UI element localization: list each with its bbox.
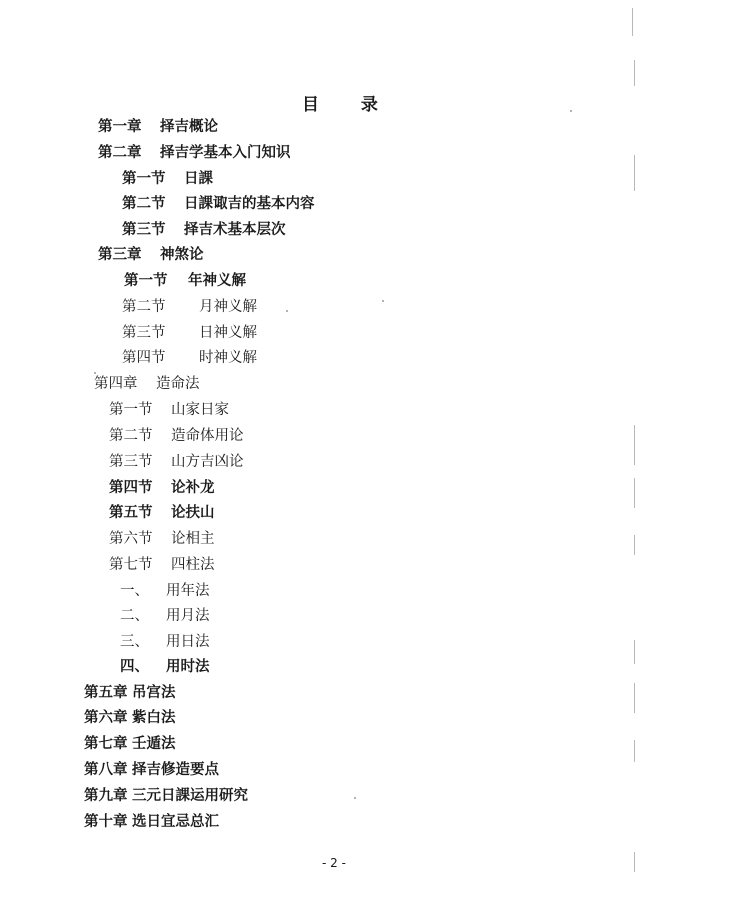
toc-entry — [98, 245, 204, 265]
toc-text: 用日法 — [166, 634, 210, 650]
toc-entry — [122, 323, 257, 343]
toc-number: 第五节 — [109, 505, 153, 521]
toc-number: 第七章 — [84, 736, 128, 752]
page-number: - 2 - — [322, 856, 346, 870]
toc-entry — [120, 657, 210, 677]
toc-number: 第九章 — [84, 788, 128, 804]
toc-number: 第四节 — [109, 480, 153, 496]
toc-entry — [122, 220, 286, 240]
toc-text: 壬遁法 — [132, 736, 176, 752]
toc-number: 三、 — [120, 634, 149, 650]
toc-text: 用时法 — [166, 659, 210, 675]
toc-text: 用年法 — [166, 583, 210, 599]
scan-speck — [94, 372, 96, 374]
toc-number: 第三节 — [109, 454, 153, 470]
toc-entry — [94, 374, 200, 394]
scan-edge-mark — [634, 60, 635, 86]
toc-number: 第七节 — [109, 557, 153, 573]
scan-edge-mark — [634, 535, 635, 555]
toc-text: 选日宜忌总汇 — [132, 814, 219, 830]
toc-entry — [84, 760, 219, 780]
toc-text: 四柱法 — [171, 557, 215, 573]
toc-number: 第十章 — [84, 814, 128, 830]
toc-entry — [109, 426, 244, 446]
toc-text: 神煞论 — [160, 247, 204, 263]
toc-entry — [98, 117, 218, 137]
toc-text: 论补龙 — [171, 480, 215, 496]
scan-edge-mark — [634, 683, 635, 713]
toc-number: 第一节 — [124, 273, 168, 289]
toc-number: 二、 — [120, 608, 149, 624]
scan-edge-mark — [634, 425, 635, 465]
toc-number: 第四节 — [122, 350, 166, 366]
toc-text: 日課诹吉的基本内容 — [184, 196, 315, 212]
scan-edge-mark — [632, 8, 633, 36]
toc-text: 择吉术基本层次 — [184, 222, 286, 238]
toc-text: 日神义解 — [199, 325, 257, 341]
toc-text: 用月法 — [166, 608, 210, 624]
toc-entry — [98, 143, 291, 163]
toc-number: 第一章 — [98, 119, 142, 135]
toc-entry — [109, 529, 215, 549]
toc-entry — [84, 734, 176, 754]
toc-text: 三元日課运用研究 — [132, 788, 248, 804]
toc-text: 月神义解 — [199, 299, 257, 315]
toc-number: 第二节 — [122, 299, 166, 315]
toc-number: 第四章 — [94, 376, 138, 392]
toc-number: 第三节 — [122, 325, 166, 341]
toc-entry — [84, 812, 219, 832]
toc-text: 紫白法 — [132, 710, 176, 726]
toc-number: 第二节 — [109, 428, 153, 444]
toc-text: 山家日家 — [171, 402, 229, 418]
toc-text: 山方吉凶论 — [171, 454, 244, 470]
toc-text: 日課 — [184, 171, 213, 187]
toc-entry — [109, 478, 215, 498]
scan-speck — [382, 300, 384, 302]
toc-number: 四、 — [120, 659, 149, 675]
toc-number: 第一节 — [109, 402, 153, 418]
toc-number: 第六章 — [84, 710, 128, 726]
toc-text: 吊宫法 — [132, 685, 176, 701]
scan-edge-mark — [634, 640, 635, 664]
toc-text: 时神义解 — [199, 350, 257, 366]
page-title: 目 录 — [302, 95, 396, 115]
toc-entry — [84, 708, 176, 728]
toc-number: 第六节 — [109, 531, 153, 547]
toc-text: 造命体用论 — [171, 428, 244, 444]
toc-entry — [122, 169, 213, 189]
scan-edge-mark — [634, 155, 635, 191]
toc-number: 第三章 — [98, 247, 142, 263]
scan-edge-mark — [634, 478, 635, 508]
toc-number: 第二节 — [122, 196, 166, 212]
toc-entry — [120, 581, 210, 601]
toc-entry — [122, 194, 315, 214]
toc-number: 第三节 — [122, 222, 166, 238]
toc-text: 论扶山 — [171, 505, 215, 521]
toc-entry — [124, 271, 246, 291]
toc-entry — [109, 452, 244, 472]
toc-text: 择吉学基本入门知识 — [160, 145, 291, 161]
toc-text: 年神义解 — [188, 273, 246, 289]
toc-entry — [84, 786, 248, 806]
toc-entry — [122, 348, 257, 368]
toc-text: 择吉概论 — [160, 119, 218, 135]
toc-number: 第二章 — [98, 145, 142, 161]
toc-number: 一、 — [120, 583, 149, 599]
toc-number: 第八章 — [84, 762, 128, 778]
toc-entry — [109, 503, 215, 523]
toc-text: 择吉修造要点 — [132, 762, 219, 778]
toc-text: 造命法 — [156, 376, 200, 392]
toc-entry — [109, 555, 215, 575]
toc-entry — [122, 297, 257, 317]
toc-entry — [120, 606, 210, 626]
toc-number: 第五章 — [84, 685, 128, 701]
scan-edge-mark — [634, 852, 635, 872]
scan-speck — [570, 110, 572, 112]
toc-entry — [120, 632, 210, 652]
toc-number: 第一节 — [122, 171, 166, 187]
toc-entry — [84, 683, 176, 703]
scan-edge-mark — [634, 740, 635, 762]
toc-text: 论相主 — [171, 531, 215, 547]
toc-entry — [109, 400, 229, 420]
scan-speck — [286, 310, 288, 312]
scan-speck — [354, 797, 356, 799]
